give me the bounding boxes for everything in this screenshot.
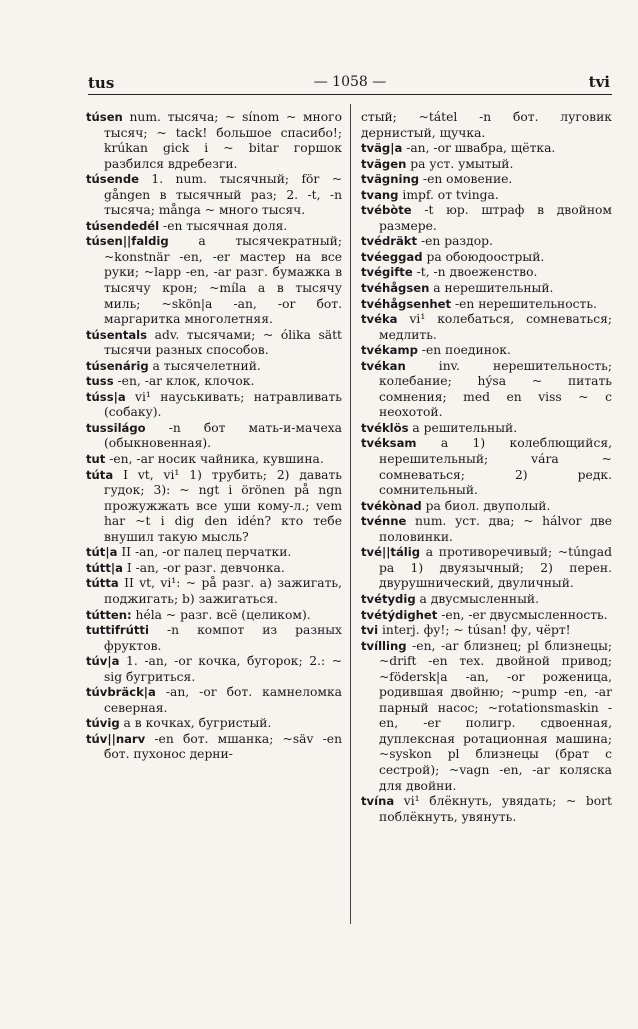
dictionary-entry — [361, 608, 612, 624]
dictionary-entry — [86, 545, 342, 561]
entry-definition: -en, -ar клок, клочок. — [113, 374, 255, 389]
dictionary-entry — [86, 623, 342, 654]
entry-definition: II vt, vi¹: ~ på разг. а) зажигать, поджигать; b) зажигаться. — [104, 576, 342, 606]
entry-definition: vi¹ колебаться, сомневаться; медлить. — [379, 312, 612, 342]
entry-definition: a тысячекратный; ~konstnär -en, -er мастер на все руки; ~lapp -en, -ar разг. бумажка в тысячу крон; ~míla a в тысячу миль; ~skön|a -an, -or бот. маргаритка многолетняя. — [104, 234, 342, 327]
entry-headword: tvéhågsen — [361, 281, 430, 296]
dictionary-entry — [361, 359, 612, 421]
entry-definition: inv. нерешительность; колебание; hýsa ~ питать сомнения; med en viss ~ с неохотой. — [379, 358, 612, 420]
entry-headword: tuttifrútti — [86, 623, 149, 638]
left-running-head: tus — [88, 74, 115, 92]
dictionary-entry — [361, 281, 612, 297]
dictionary-entry — [361, 172, 612, 188]
dictionary-entry — [361, 623, 612, 639]
entry-definition: pa обоюдоострый. — [422, 249, 545, 264]
entry-headword: tvé||tálig — [361, 545, 421, 560]
entry-definition: a 1) колеблющийся, нерешительный; vára ~ сомневаться; 2) редк. сомнительный. — [379, 436, 612, 498]
dictionary-entry — [86, 452, 342, 468]
dictionary-entry — [361, 592, 612, 608]
dictionary-entry — [361, 639, 612, 794]
dictionary-entry — [86, 732, 342, 763]
entry-headword: tut — [86, 452, 106, 467]
entry-headword: tvékamp — [361, 343, 418, 358]
entry-headword: túsenárig — [86, 358, 149, 373]
dictionary-entry — [86, 172, 342, 219]
dictionary-entry — [361, 203, 612, 234]
entry-headword: tvéksam — [361, 436, 417, 451]
dictionary-entry — [86, 219, 342, 235]
entry-headword: túsende — [86, 172, 139, 187]
entry-headword: tvébòte — [361, 203, 412, 218]
entry-headword: túsentals — [86, 327, 148, 342]
entry-definition: a нерешительный. — [429, 281, 554, 296]
entry-headword: tvégifte — [361, 265, 413, 280]
entry-definition: adv. тысячами; ~ ólika sätt тысячи разных способов. — [104, 327, 342, 358]
entry-headword: tútten: — [86, 607, 132, 622]
dictionary-entry — [361, 436, 612, 498]
entry-definition: interj. фу!; ~ túsan! фу, чёрт! — [378, 623, 571, 638]
entry-definition: -n компот из разных фруктов. — [104, 623, 342, 653]
dictionary-entry — [361, 794, 612, 825]
entry-definition: pa биол. двуполый. — [421, 498, 551, 513]
entry-definition: стый; ~tátel -n бот. луговик дернистый, щучка. — [361, 110, 612, 140]
entry-definition: -en бот. мшанка; ~säv -en бот. пухонос дерни- — [104, 731, 342, 762]
dictionary-entry — [361, 141, 612, 157]
right-running-head: tvi — [588, 73, 610, 91]
entry-headword: tvédräkt — [361, 234, 418, 249]
entry-headword: tvéka — [361, 312, 398, 327]
dictionary-entry — [361, 157, 612, 173]
left-column — [86, 110, 342, 763]
entry-headword: tvang — [361, 187, 399, 202]
entry-headword: tvétýdighet — [361, 607, 438, 622]
entry-headword: tvétydig — [361, 591, 416, 606]
entry-headword: tvéeggad — [361, 249, 423, 264]
dictionary-entry — [361, 312, 612, 343]
dictionary-entry — [86, 561, 342, 577]
entry-definition: num. тысяча; ~ sínom ~ много тысяч; ~ tack! большое спасибо!; krúkan gick i ~ bitar горшок разбился вдребезги. — [104, 110, 342, 171]
entry-headword: tvénne — [361, 514, 407, 529]
dictionary-entry — [86, 374, 342, 390]
entry-definition: I vt, vi¹ 1) трубить; 2) давать гудок; 3): ~ ngt i örönen på ngn прожужжать все уши кому-л.; vem har ~t i dig den idén? кто тебе внушил такую мысль? — [104, 467, 342, 544]
dictionary-entry — [361, 188, 612, 204]
entry-definition: -an, -or бот. камнеломка северная. — [104, 685, 342, 715]
entry-headword: tvékònad — [361, 498, 422, 513]
entry-definition: vi¹ науськивать; натравливать (собаку). — [104, 389, 342, 420]
entry-headword: tvägning — [361, 172, 420, 187]
entry-definition: 1. num. тысячный; för ~ gången в тысячный раз; 2. -t, -n тысяча; många ~ много тысяч. — [104, 172, 342, 218]
dictionary-entry — [86, 608, 342, 624]
entry-headword: tvägen — [361, 156, 407, 171]
entry-headword: tvéhågsenhet — [361, 296, 452, 311]
entry-definition: a двусмысленный. — [415, 591, 540, 606]
entry-definition: -t, -n двоеженство. — [412, 265, 538, 280]
entry-definition: I -an, -or разг. девчонка. — [122, 560, 285, 575]
entry-definition: -n бот мать-и-мачеха (обыкновенная). — [104, 420, 342, 451]
entry-definition: impf. от tvinga. — [398, 187, 499, 202]
entry-headword: tútta — [86, 576, 119, 591]
dictionary-entry — [86, 328, 342, 359]
dictionary-entry — [86, 685, 342, 716]
page-number: — 1058 — — [313, 74, 387, 90]
dictionary-entry — [361, 514, 612, 545]
entry-headword: túss|a — [86, 389, 126, 404]
entry-definition: héla ~ разг. всё (целиком). — [131, 607, 311, 622]
entry-headword: tvílling — [361, 638, 407, 653]
dictionary-entry — [86, 468, 342, 546]
entry-definition: num. уст. два; ~ hálvor две половинки. — [379, 514, 612, 544]
dictionary-entry — [361, 265, 612, 281]
entry-headword: túvbräck|a — [86, 685, 156, 700]
entry-definition: -en раздор. — [417, 234, 493, 249]
dictionary-entry — [361, 343, 612, 359]
entry-headword: túsen — [86, 110, 123, 124]
entry-headword: tút|a — [86, 545, 118, 560]
dictionary-entry — [361, 421, 612, 437]
entry-definition: a в кочках, бугристый. — [119, 716, 272, 731]
page-header — [88, 70, 612, 95]
entry-headword: tvéklös — [361, 420, 409, 435]
dictionary-entry — [361, 297, 612, 313]
entry-headword: tussilágo — [86, 420, 146, 435]
dictionary-entry — [361, 545, 612, 592]
dictionary-entry — [361, 234, 612, 250]
dictionary-entry — [86, 234, 342, 327]
dictionary-entry — [86, 576, 342, 607]
entry-headword: túsendedél — [86, 218, 160, 233]
entry-definition: a противоречивый; ~túngad pa 1) двуязычный; 2) перен. двурушнический, двуличный. — [379, 545, 612, 591]
column-divider — [350, 104, 351, 924]
entry-headword: tuss — [86, 374, 114, 389]
entry-definition: II -an, -or палец перчатки. — [117, 545, 292, 560]
entry-definition: a тысячелетний. — [148, 358, 261, 373]
entry-headword: túsen||faldig — [86, 234, 169, 249]
entry-definition: a решительный. — [408, 420, 518, 435]
dictionary-entry — [86, 716, 342, 732]
entry-headword: tväg|a — [361, 141, 403, 156]
dictionary-entry — [86, 359, 342, 375]
entry-definition: -en тысячная доля. — [159, 218, 288, 233]
entry-headword: túv|a — [86, 654, 120, 669]
entry-definition: -en нерешительность. — [451, 296, 597, 311]
entry-definition: -en, -er двусмысленность. — [437, 607, 608, 622]
entry-headword: túv||narv — [86, 731, 146, 746]
entry-headword: tvi — [361, 623, 379, 638]
entry-headword: tvína — [361, 794, 395, 809]
dictionary-entry — [86, 654, 342, 685]
right-column — [361, 110, 612, 825]
entry-definition: -en, -ar близнец; pl близнецы; ~drift -en тех. двойной привод; ~födersk|a -an, -or роженица, родившая двойню; ~pump -en, -ar парный насос; ~rotationsmaskin -en, -er полигр. сдвоенная, дуплексная ротационная машина; ~syskon pl близнецы (брат с сестрой); ~vagn -en, -ar коляска для двойни. — [379, 638, 612, 793]
entry-headword: túta — [86, 467, 114, 482]
entry-definition: -en, -ar носик чайника, кувшина. — [105, 452, 324, 467]
dictionary-entry — [361, 499, 612, 515]
dictionary-entry — [86, 110, 342, 172]
entry-definition: -an, -or швабра, щётка. — [402, 141, 556, 156]
entry-definition: -en поединок. — [417, 343, 511, 358]
dictionary-entry — [86, 421, 342, 452]
dictionary-entry — [86, 390, 342, 421]
entry-headword: tútt|a — [86, 560, 123, 575]
entry-definition: 1. -an, -or кочка, бугорок; 2.: ~ sig бугриться. — [104, 654, 342, 684]
dictionary-entry — [361, 250, 612, 266]
entry-definition: pa уст. умытый. — [406, 156, 514, 171]
entry-headword: tvékan — [361, 358, 406, 373]
entry-definition: -en омовение. — [419, 172, 513, 187]
entry-definition: -t юр. штраф в двойном размере. — [379, 203, 612, 233]
entry-definition: vi¹ блёкнуть, увядать; ~ bort поблёкнуть, увянуть. — [379, 794, 612, 824]
entry-headword: túvig — [86, 716, 120, 731]
dictionary-entry — [361, 110, 612, 141]
